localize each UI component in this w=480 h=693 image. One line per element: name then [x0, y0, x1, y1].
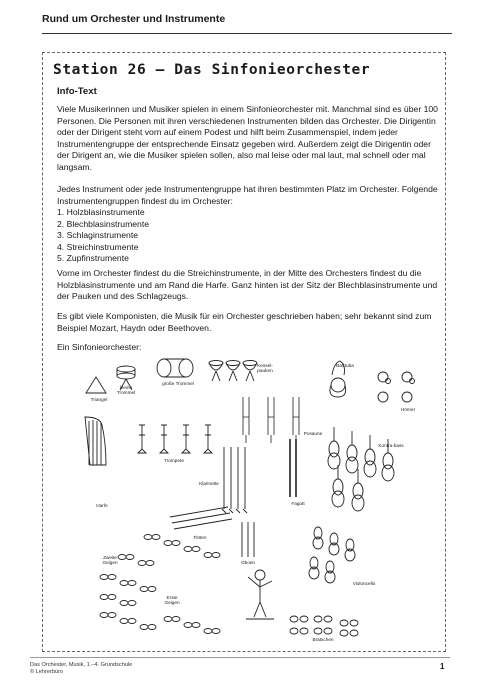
label-kontrabass: Kontra-bass [378, 443, 404, 448]
info-text-label: Info-Text [57, 86, 97, 97]
trombone-icon [243, 397, 299, 443]
footer-line-2: © Lehrerbüro [30, 669, 64, 675]
label-grosse-trommel: große Trommel [162, 381, 194, 386]
triangle-icon [86, 377, 106, 393]
label-harfe: Harfe [96, 503, 108, 508]
station-title: Station 26 – Das Sinfonieorchester [53, 62, 371, 78]
label-klarinette: Klarinette [199, 481, 219, 486]
label-hoerner: Hörner [400, 407, 416, 412]
label-erste-geigen: Erste Geigen [164, 595, 180, 606]
trumpet-icon [138, 425, 212, 453]
label-basstuba: Baßtuba [336, 363, 354, 368]
page-number: 1 [440, 662, 445, 671]
list-item: 4. Streichinstrumente [57, 241, 139, 252]
list-item: 5. Zupfinstrumente [57, 253, 129, 263]
paragraph-intro: Viele Musikerinnen und Musiker spielen in einem Sinfonieorchester mit. Manchmal sind es über 100 Personen. Die Personen mit ihren verschiedenen Instrumenten bilden das Orchester. Die Dirigentin oder der Dirigent steht vorn auf einem Podest und hilft beim Zusammenspiel, indem jeder Instrumentengruppe der entsprechende Einsatz gegeben wird. Außerdem zeigt die Dirigentin oder der Dirigent an, wie die Musiker spielen sollen, also mal leise oder mal laut, mal schnell oder mal langsam. [57, 104, 438, 172]
harp-icon [85, 417, 106, 465]
label-kleine-trommel: kleine Trommel [116, 385, 136, 396]
double-bass-icon [328, 427, 394, 511]
french-horn-icon [378, 372, 415, 402]
snare-drum-icon [117, 366, 135, 372]
viola-icon [290, 616, 358, 636]
label-kesselpauken: Kessel-pauken [257, 363, 273, 374]
bassoon-icon [290, 439, 296, 497]
paragraph-seating: Vorne im Orchester findest du die Streichinstrumente, in der Mitte des Orchesters findest du die Holzblasinstrumente und am Rand die Harfe. Ganz hinten ist der Sitz der Blechblasinstrumente und der Pauken und des Schlagzeugs. [57, 268, 438, 301]
label-fagott: Fagott [291, 501, 305, 506]
paragraph-groups-intro: Jedes Instrument oder jede Instrumentengruppe hat ihren bestimmten Platz im Orchester. Folgende Instrumentengruppen findest du im Orchester: [57, 184, 438, 206]
list-item: 2. Blechblasinstrumente [57, 218, 150, 229]
cello-icon [309, 527, 355, 583]
paragraph-figure-caption: Ein Sinfonieorchester: [57, 342, 142, 352]
header-title: Rund um Orchester und Instrumente [42, 13, 226, 25]
label-zweite-geigen: Zweite Geigen [102, 555, 118, 566]
label-trompete: Trompete [164, 458, 184, 463]
list-item: 1. Holzblasinstrumente [57, 207, 145, 217]
bass-drum-icon [157, 359, 171, 377]
footer-divider [30, 657, 450, 658]
paragraph-composers: Es gibt viele Komponisten, die Musik für ein Orchester geschrieben haben; sehr bekannt sind zum Beispiel Mozart, Haydn oder Beethoven. [57, 311, 432, 333]
list-item: 3. Schlaginstrumente [57, 230, 139, 240]
label-posaune: Posaune [303, 431, 323, 436]
instrument-group-list [57, 207, 149, 265]
footer-line-1: Das Orchester, Musik, 1.–4. Grundschule [30, 662, 133, 668]
timpani-icon [209, 361, 257, 382]
oboe-icon [242, 522, 254, 557]
label-triangel: Triangel [90, 397, 108, 402]
label-violoncello: Violoncello [352, 581, 376, 586]
page-header [42, 7, 452, 34]
label-floeten: Flöten [193, 535, 207, 540]
orchestra-drawing [82, 357, 442, 640]
label-bratschen: Bratschen [312, 637, 334, 642]
orchestra-illustration [82, 357, 442, 640]
conductor-icon [246, 570, 274, 619]
clarinet-icon [222, 447, 247, 513]
label-oboen: Oboen [240, 560, 256, 565]
footer-source [30, 662, 132, 676]
